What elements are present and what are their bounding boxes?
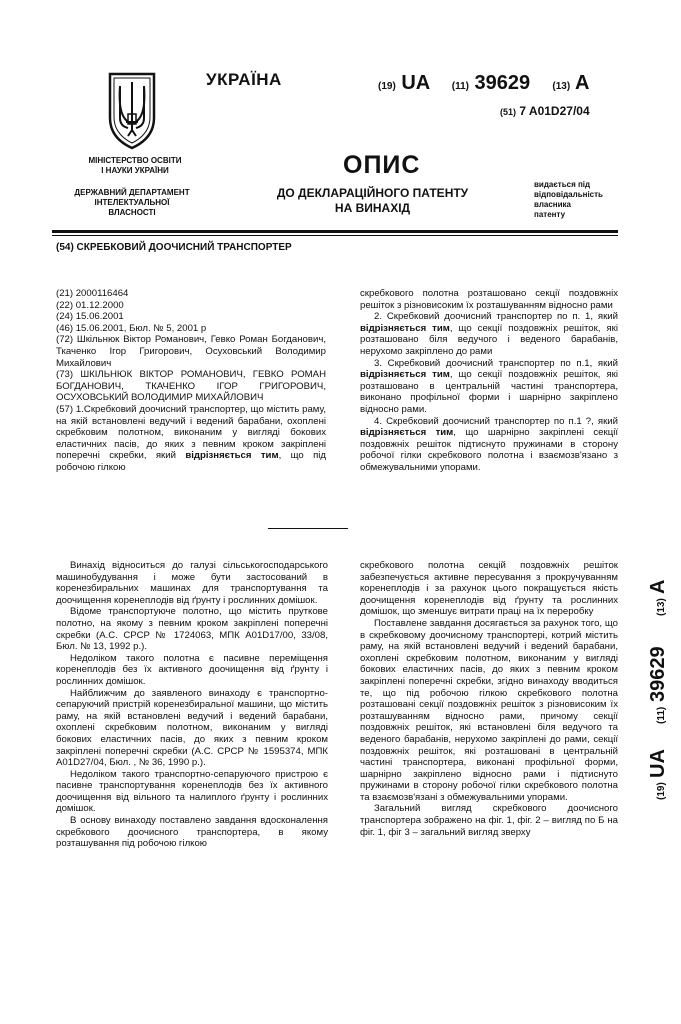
body-paragraph: Недоліком такого транспортно-сепаруючого пристрою є пасивне транспортування коренеплодів без їх активного доочищення від вільного та налиплого ґрунту і рослинних домішок.: [56, 768, 328, 815]
claim-text: , що під робочою гілкою: [56, 450, 327, 473]
code-19: (19): [378, 81, 396, 92]
kind-code: A: [575, 72, 590, 94]
biblio-line: (24) 15.06.2001: [56, 311, 124, 323]
biblio-line: (22) 01.12.2000: [56, 299, 124, 311]
patent-codes: [378, 72, 589, 95]
side-kind-code: A: [647, 579, 669, 594]
biblio-line: (72) Шкільнюк Віктор Романович, Гевко Роман Богданович, Ткаченко Ігор Григорович, Осуховський Володимир Михайлович: [56, 334, 326, 369]
code-51: (51): [500, 107, 517, 117]
section-separator: [268, 528, 348, 529]
body-paragraph: Відоме транспортуюче полотно, що містить пруткове полотно, на якому з певним кроком закріплені поперечні скребки (А.С. СРСР № 1724063, МПК А01D17/00, 33/08, Бюл. № 13, 1992 р.).: [56, 606, 328, 653]
country-code: UA: [401, 72, 430, 94]
claims-continued: [360, 288, 618, 474]
ministry-name: МІНІСТЕРСТВО ОСВІТИ І НАУКИ УКРАЇНИ: [88, 156, 182, 175]
side-code-19: (19): [656, 782, 667, 800]
ipc-code: 7 A01D27/04: [519, 104, 590, 118]
claim-paragraph: [360, 416, 618, 474]
code-13: (13): [552, 81, 571, 92]
claim-emphasis: відрізняється тим: [360, 322, 450, 334]
patent-number: 39629: [474, 72, 531, 94]
claim-paragraph: [360, 358, 618, 416]
code-11: (11): [451, 81, 469, 92]
claim-emphasis: відрізняється тим: [360, 369, 450, 381]
body-paragraph: Недоліком такого полотна є пасивне переміщення коренеплодів без їх активного доочищення від ґрунту і рослинних домішок.: [56, 652, 328, 687]
vertical-patent-label: [646, 540, 670, 800]
claim-text: , що секції поздовжніх решіток, які розташовано в центральній частині транспортера, виконано профільної форми і шарнірно закріплено відносно рами.: [360, 369, 619, 415]
claim-paragraph: [360, 288, 618, 311]
biblio-line: (21) 2000116464: [56, 288, 129, 299]
claim-emphasis: відрізняється тим: [185, 450, 279, 462]
invention-title: (54) СКРЕБКОВИЙ ДООЧИСНИЙ ТРАНСПОРТЕР: [56, 242, 292, 253]
department-name: ДЕРЖАВНИЙ ДЕПАРТАМЕНТ ІНТЕЛЕКТУАЛЬНОЇ ВЛАСНОСТІ: [74, 188, 190, 217]
claim-text: 3. Скребковий доочисний транспортер по п.1, який: [374, 357, 618, 369]
claim-text: скребкового полотна розташовано секції поздовжніх решіток з різновисоким їх розташуванням відносно рами: [360, 288, 618, 311]
side-code-13: (13): [656, 598, 667, 616]
bibliographic-data: [56, 288, 326, 474]
document-title: ОПИС: [343, 151, 421, 179]
side-country-code: UA: [647, 749, 669, 778]
description-right-column: [360, 560, 618, 838]
claim-text: , що шарнірно закріплені секції поздовжніх решіток підтиснуто пружинами в сторону робочої гілки скребкового полотна і взаємозв'язано з обмежувальними упорами.: [360, 427, 618, 473]
coat-of-arms-emblem: [106, 68, 158, 152]
side-patent-number: 39629: [647, 646, 669, 702]
header-divider-thin: [52, 235, 618, 236]
body-paragraph: В основу винаходу поставлено завдання вдосконалення скребкового доочисного транспортера, в якому розташування під робочою гілкою: [56, 815, 328, 850]
claim-paragraph: [360, 311, 618, 357]
ipc-classification: [500, 104, 590, 118]
claim-text: , що секції поздовжніх решіток, які розташовано біля ведучого і веденого барабанів, нерухомо закріплено до рами: [360, 322, 619, 357]
body-paragraph: скребкового полотна секцій поздовжніх решіток забезпечується активне пересування з прокручуванням коренеплодів і за рахунок цього покращується якість доочищення коренеплодів від ґрунту та рослинних домішок, що зменшує витрати праці на їх переробку: [360, 560, 618, 618]
claim-text: 2. Скребковий доочисний транспортер по п. 1, який: [374, 311, 618, 323]
body-paragraph: Загальний вигляд скребкового доочисного транспортера зображено на фіг. 1, фіг. 2 – вигляд по Б на фіг. 1, фіг 3 – загальний вигляд зверху: [360, 803, 618, 838]
side-code-11: (11): [656, 706, 667, 724]
biblio-line: (46) 15.06.2001, Бюл. № 5, 2001 р: [56, 322, 207, 334]
body-paragraph: Найближчим до заявленого винаходу є транспортно-сепаруючий пристрій коренезбиральної машини, що містить раму, на якій встановлені ведучий і ведений барабани, охоплені скребковим полотном, виконаним у вигляді бокових еластичних пасів, до яких з певним кроком закріплені поперечні скребки (А.С. СРСР № 1595374, МПК А01D27/04, Бюл. , № 36, 1990 р.).: [56, 687, 328, 769]
body-paragraph: Винахід відноситься до галузі сільськогосподарського машинобудування і може бути застосований в коренезбиральних машинах для транспортування та доочищення коренеплодів від ґрунту і рослинних домішок.: [56, 560, 328, 606]
claim-text: 4. Скребковий доочисний транспортер по п.1 ?, який: [374, 415, 618, 427]
description-left-column: [56, 560, 328, 850]
document-subtitle: ДО ДЕКЛАРАЦІЙНОГО ПАТЕНТУ НА ВИНАХІД: [276, 186, 469, 215]
claim-text: (57) 1.Скребковий доочисний транспортер, що містить раму, на якій встановлені ведучий і ведений барабани, охоплені скребковим полотном, виконаним у вигляді бокових еластичних пасів, до яких з певним кроком закріплені поперечні скребки, який: [56, 403, 326, 462]
claim-1: [56, 404, 326, 474]
claim-emphasis: відрізняється тим: [360, 427, 454, 439]
country-name: УКРАЇНА: [206, 70, 282, 89]
body-paragraph: Поставлене завдання досягається за рахунок того, що в скребковому доочисному транспортері, котрий містить раму, на якій встановлені ведучий і ведений барабани, охоплені скребковим полотном, виконаним у вигляді бокових еластичних пасів, до яких з певним кроком закріплені поперечні скребки, згідно винаходу вводиться те, що під робочою гілкою скребкового полотна розташовані секції поздовжніх решіток з різновисоким їх розташуванням відносно рами, причому секції поздовжніх решіток, які встановлені біля ведучого та веденого барабанів, нерухомо закріплені до рами, секції поздовжніх решіток, які розташовані в центральній частині транспортера, виконані профільної форми, шарнірно закріплено відносно рами і підтиснуто пружинами в сторону робочої гілки скребкового полотна та взаємозв'язані з обмежувальними упорами.: [360, 617, 618, 803]
issued-note: видається під відповідальність власника патенту: [534, 180, 603, 219]
header-divider-thick: [52, 230, 618, 233]
biblio-line: (73) ШКІЛЬНЮК ВІКТОР РОМАНОВИЧ, ГЕВКО РОМАН БОГДАНОВИЧ, ТКАЧЕНКО ІГОР ГРИГОРОВИЧ, ОСУХОВСЬКИЙ ВОЛОДИМИР МИХАЙЛОВИЧ: [56, 369, 326, 404]
